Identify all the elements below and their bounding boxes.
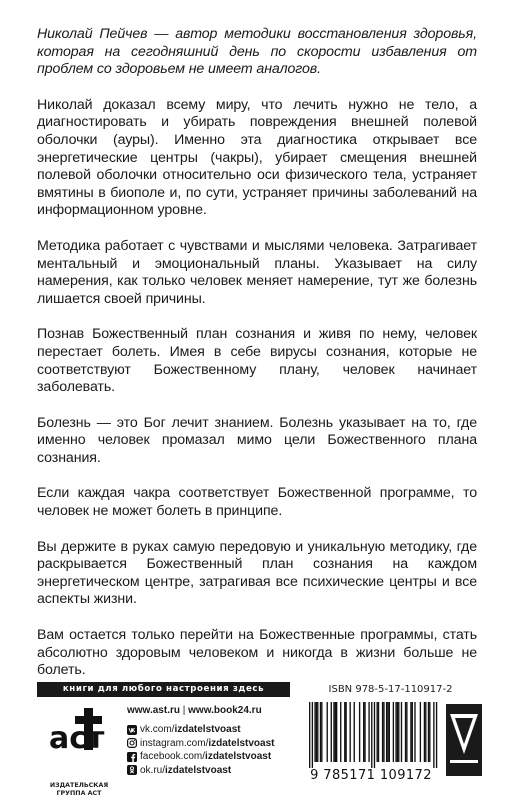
- barcode-number: 9 785171 109172: [310, 768, 432, 783]
- barcode-bar: [383, 702, 384, 762]
- barcode-bar: [354, 702, 355, 762]
- social-link-odnoklassniki[interactable]: [127, 764, 292, 778]
- social-domain: ok.ru/: [140, 764, 166, 776]
- vk-icon: [127, 725, 137, 735]
- barcode: [297, 702, 445, 792]
- ast-logo-icon: [47, 704, 111, 778]
- barcode-bar: [401, 702, 402, 762]
- barcode-bar: [414, 702, 415, 762]
- barcode-bar: [428, 702, 429, 762]
- barcode-bar: [320, 702, 321, 762]
- social-handle: izdatelstvoast: [208, 737, 275, 749]
- barcode-bar: [433, 702, 434, 768]
- social-link-instagram[interactable]: [127, 737, 292, 751]
- back-cover-footer: [37, 682, 482, 797]
- publisher-name: ИЗДАТЕЛЬСКАЯ ГРУППА АСТ: [49, 782, 109, 797]
- social-domain: instagram.com/: [140, 737, 209, 749]
- instagram-icon: [127, 738, 137, 748]
- website-link-book24[interactable]: www.book24.ru: [188, 705, 262, 716]
- barcode-bar: [368, 702, 369, 762]
- website-links: [127, 704, 292, 718]
- social-link-facebook[interactable]: [127, 750, 292, 764]
- barcode-bar: [398, 702, 399, 762]
- social-domain: vk.com/: [140, 724, 175, 735]
- link-separator: |: [182, 705, 186, 716]
- publisher-block: [37, 704, 121, 797]
- barcode-bar: [393, 702, 394, 762]
- publisher-links: [127, 704, 292, 777]
- barcode-bar: [374, 702, 375, 768]
- barcode-bar: [412, 702, 413, 762]
- barcode-bar: [420, 702, 421, 762]
- paragraph: Вы держите в руках самую передовую и уникальную методику, где раскрывается Божественный план сознания на каждом энергетическом центре, затрагивая все психические центры и все аспекты жизни.: [37, 538, 477, 608]
- social-link-vk[interactable]: [127, 723, 292, 737]
- paragraph-intro: Николай Пейчев — автор методики восстановления здоровья, которая на сегодняшний день по скорости избавления от проблем со здоровьем не имеет аналогов.: [37, 26, 477, 78]
- barcode-bar: [436, 702, 437, 768]
- annotation-text: [37, 26, 477, 698]
- barcode-bar: [397, 702, 398, 762]
- barcode-bar: [410, 702, 411, 762]
- barcode-bar: [424, 702, 425, 762]
- barcode-bar: [429, 702, 430, 762]
- barcode-bar: [350, 702, 351, 762]
- barcode-bar: [314, 702, 315, 762]
- barcode-bar: [371, 702, 372, 768]
- barcode-bar: [316, 702, 317, 762]
- barcode-bar: [327, 702, 328, 762]
- barcode-bar: [389, 702, 390, 762]
- barcode-bar: [335, 702, 336, 762]
- barcode-bar: [387, 702, 388, 762]
- logo-text: аст: [49, 721, 105, 756]
- barcode-bar: [359, 702, 360, 762]
- social-handle: izdatelstvoast: [205, 751, 272, 762]
- barcode-bar: [378, 702, 379, 762]
- slogan-bar: книги для любого настроения здесь: [37, 682, 290, 697]
- isbn: ISBN 978-5-17-110917-2: [328, 684, 453, 695]
- paragraph: Познав Божественный план сознания и живя по нему, человек перестает болеть. Имея в себе вирусы сознания, которые не соответствуют Божественному плану, человек начинает заболевать.: [37, 326, 477, 396]
- social-handle: izdatelstvoast: [165, 764, 232, 776]
- barcode-bars: [297, 702, 445, 768]
- barcode-bar: [386, 702, 387, 762]
- social-handle: izdatelstvoast: [174, 724, 241, 735]
- barcode-bar: [406, 702, 407, 762]
- barcode-bar: [345, 702, 346, 762]
- barcode-bar: [340, 702, 341, 762]
- barcode-bar: [312, 702, 313, 768]
- barcode-bar: [321, 702, 322, 762]
- paragraph: Вам остается только перейти на Божественные программы, стать абсолютно здоровым человеком и никогда в жизни больше не болеть.: [37, 627, 477, 679]
- barcode-bar: [344, 702, 345, 762]
- paragraph: Методика работает с чувствами и мыслями человека. Затрагивает ментальный и эмоциональный планы. Указывает на силу намерения, как только человек меняет намерение, тут же болезнь лишается своей причины.: [37, 237, 477, 307]
- facebook-icon: [127, 752, 137, 762]
- v-logo-icon: [446, 704, 482, 776]
- barcode-bar: [425, 702, 426, 762]
- paragraph: Болезнь — это Бог лечит знанием. Болезнь указывает на то, где именно человек промазал мимо цели Божественного плана сознания.: [37, 414, 477, 466]
- barcode-bar: [395, 702, 396, 762]
- barcode-bar: [363, 702, 364, 762]
- barcode-bar: [309, 702, 310, 768]
- barcode-bar: [377, 702, 378, 762]
- barcode-bar: [317, 702, 318, 762]
- barcode-bar: [331, 702, 332, 762]
- paragraph: Николай доказал всему миру, что лечить нужно не тело, а диагностировать и убирать повреждения внешней полевой оболочки (ауры). Именно эта диагностика открывает все энергетические центры (чакры), убирает смещения внешней полевой оболочки относительно оси физического тела, устраняет вмятины в биополе и, по сути, устраняет причины заболеваний на информационном уровне.: [37, 96, 477, 219]
- barcode-bar: [364, 702, 365, 762]
- website-link-ast[interactable]: www.ast.ru: [127, 705, 180, 716]
- barcode-bar: [405, 702, 406, 762]
- odnoklassniki-icon: [127, 765, 137, 775]
- paragraph: Если каждая чакра соответствует Божественной программе, то человек не может болеть в принципе.: [37, 485, 477, 520]
- barcode-bar: [333, 702, 334, 762]
- barcode-bar: [382, 702, 383, 762]
- barcode-bar: [336, 702, 337, 762]
- social-domain: facebook.com/: [140, 751, 206, 762]
